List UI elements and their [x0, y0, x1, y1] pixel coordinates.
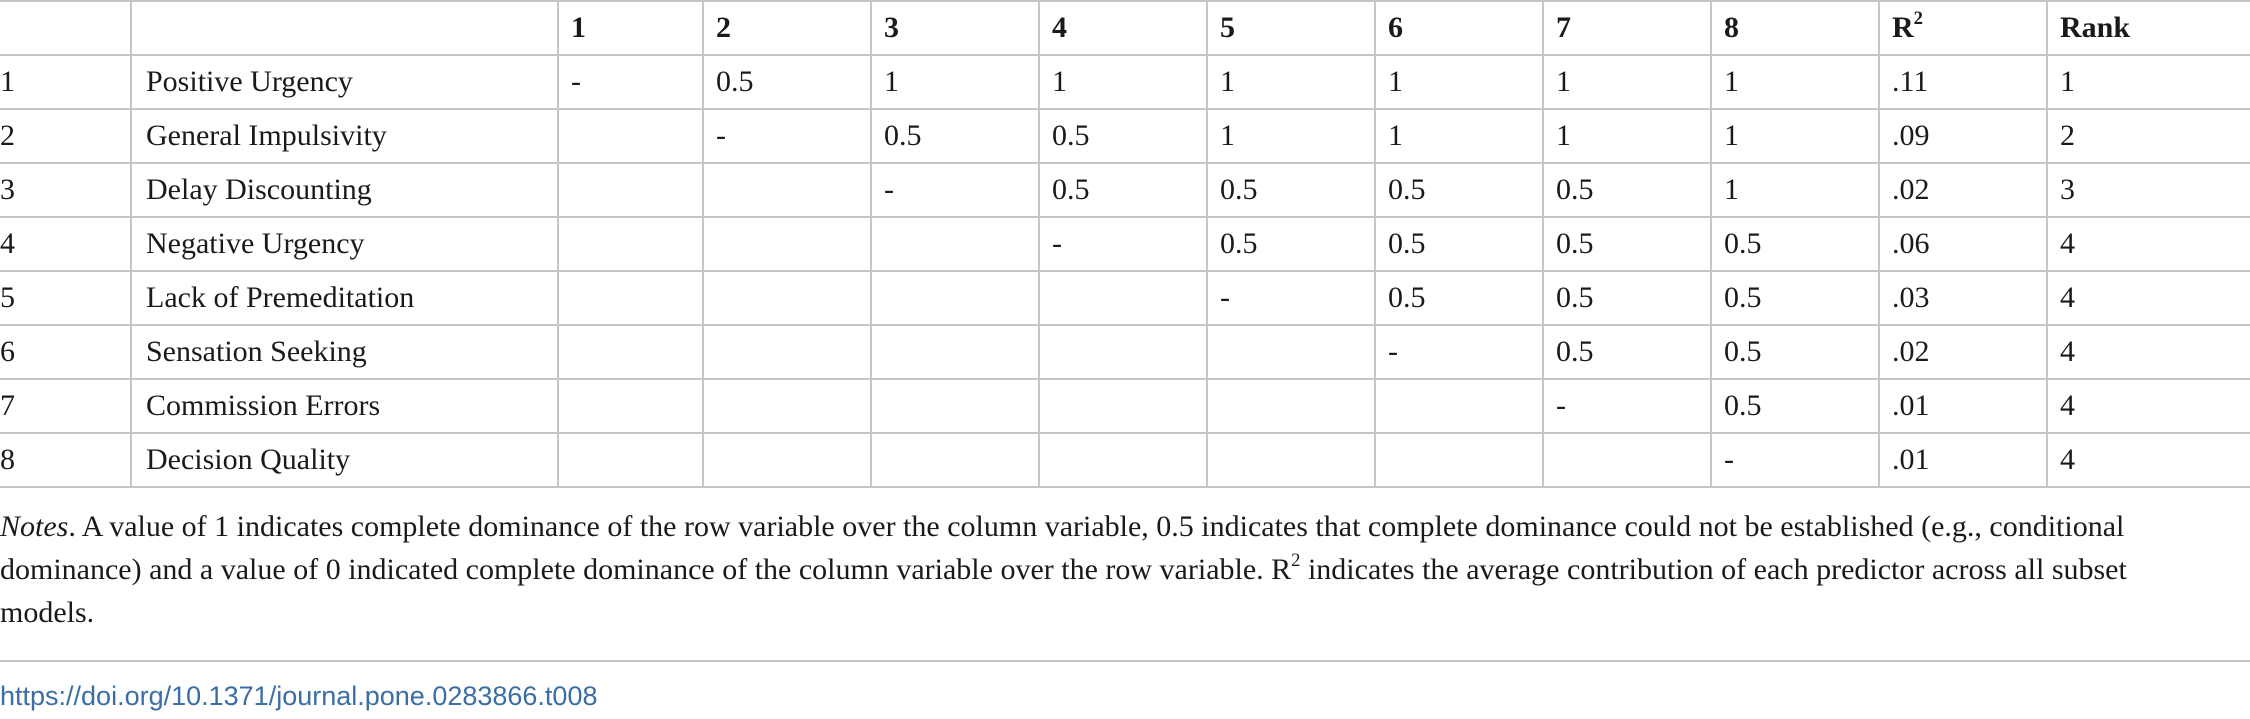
- header-cell: 1: [558, 1, 703, 55]
- footer-divider: [0, 660, 2250, 662]
- dominance-value-cell: 0.5: [1711, 325, 1879, 379]
- dominance-value-cell: 0.5: [1711, 217, 1879, 271]
- dominance-value-cell: 0.5: [703, 55, 871, 109]
- dominance-value-cell: -: [871, 163, 1039, 217]
- dominance-value-cell: 0.5: [1543, 217, 1711, 271]
- row-number-cell: 3: [0, 163, 131, 217]
- variable-name-cell: Commission Errors: [131, 379, 558, 433]
- dominance-value-cell: 0.5: [1543, 325, 1711, 379]
- row-number-cell: 2: [0, 109, 131, 163]
- r2-value-cell: .02: [1879, 325, 2047, 379]
- rank-cell: 4: [2047, 433, 2250, 487]
- r2-value-cell: .06: [1879, 217, 2047, 271]
- header-cell: 2: [703, 1, 871, 55]
- rank-cell: 4: [2047, 325, 2250, 379]
- rank-cell: 4: [2047, 379, 2250, 433]
- header-cell: 4: [1039, 1, 1207, 55]
- dominance-value-cell: [558, 109, 703, 163]
- dominance-value-cell: 1: [1375, 109, 1543, 163]
- r2-value-cell: .11: [1879, 55, 2047, 109]
- dominance-value-cell: 1: [871, 55, 1039, 109]
- dominance-value-cell: 1: [1711, 163, 1879, 217]
- variable-name-cell: Sensation Seeking: [131, 325, 558, 379]
- dominance-value-cell: 0.5: [1375, 271, 1543, 325]
- notes-text-2: indicates the average contribution of each predictor across all subset models.: [0, 553, 2127, 629]
- r2-value-cell: .03: [1879, 271, 2047, 325]
- dominance-value-cell: [558, 217, 703, 271]
- dominance-value-cell: [558, 271, 703, 325]
- dominance-value-cell: 0.5: [1207, 163, 1375, 217]
- dominance-value-cell: [1543, 433, 1711, 487]
- dominance-value-cell: -: [1375, 325, 1543, 379]
- notes-superscript: 2: [1291, 550, 1301, 572]
- dominance-value-cell: [558, 163, 703, 217]
- r2-label: R: [1892, 11, 1914, 44]
- variable-name-cell: Decision Quality: [131, 433, 558, 487]
- row-number-cell: 4: [0, 217, 131, 271]
- dominance-value-cell: [871, 217, 1039, 271]
- rank-cell: 4: [2047, 271, 2250, 325]
- dominance-value-cell: [1375, 379, 1543, 433]
- table-row: [0, 271, 2250, 325]
- dominance-value-cell: [1039, 379, 1207, 433]
- table-row: [0, 217, 2250, 271]
- dominance-value-cell: [558, 379, 703, 433]
- dominance-value-cell: [703, 433, 871, 487]
- notes-label: Notes: [0, 510, 69, 543]
- dominance-value-cell: 0.5: [1711, 271, 1879, 325]
- dominance-value-cell: -: [558, 55, 703, 109]
- table-row: [0, 55, 2250, 109]
- rank-cell: 2: [2047, 109, 2250, 163]
- dominance-value-cell: 1: [1711, 109, 1879, 163]
- row-number-cell: 6: [0, 325, 131, 379]
- table-row: [0, 433, 2250, 487]
- variable-name-cell: Lack of Premeditation: [131, 271, 558, 325]
- dominance-value-cell: 0.5: [1543, 163, 1711, 217]
- r2-value-cell: .01: [1879, 433, 2047, 487]
- dominance-value-cell: 1: [1543, 55, 1711, 109]
- header-cell: 3: [871, 1, 1039, 55]
- dominance-value-cell: [1375, 433, 1543, 487]
- dominance-value-cell: -: [1207, 271, 1375, 325]
- table-row: [0, 163, 2250, 217]
- r2-superscript: 2: [1913, 8, 1923, 30]
- table-row: [0, 325, 2250, 379]
- dominance-value-cell: [871, 325, 1039, 379]
- dominance-value-cell: 1: [1543, 109, 1711, 163]
- header-cell-r2: [1879, 1, 2047, 55]
- header-cell: Rank: [2047, 1, 2250, 55]
- dominance-value-cell: 0.5: [1039, 109, 1207, 163]
- dominance-value-cell: 0.5: [1543, 271, 1711, 325]
- header-cell: 7: [1543, 1, 1711, 55]
- dominance-value-cell: -: [1543, 379, 1711, 433]
- r2-value-cell: .09: [1879, 109, 2047, 163]
- dominance-value-cell: 0.5: [1207, 217, 1375, 271]
- dominance-value-cell: 1: [1207, 55, 1375, 109]
- dominance-value-cell: [1207, 325, 1375, 379]
- header-cell: 6: [1375, 1, 1543, 55]
- header-cell: [0, 1, 131, 55]
- dominance-value-cell: 1: [1039, 55, 1207, 109]
- dominance-value-cell: [1207, 379, 1375, 433]
- dominance-value-cell: [1207, 433, 1375, 487]
- table-row: [0, 379, 2250, 433]
- dominance-value-cell: [558, 433, 703, 487]
- dominance-value-cell: [703, 163, 871, 217]
- dominance-value-cell: -: [1039, 217, 1207, 271]
- rank-cell: 3: [2047, 163, 2250, 217]
- header-cell: 8: [1711, 1, 1879, 55]
- doi-link[interactable]: https://doi.org/10.1371/journal.pone.0283866.t008: [0, 681, 598, 711]
- dominance-value-cell: [871, 271, 1039, 325]
- r2-value-cell: .02: [1879, 163, 2047, 217]
- notes-text-1: . A value of 1 indicates complete dominance of the row variable over the column variable, 0.5 indicates that complete dominance could not be established (e.g., conditional dominance) and a value of 0 indicated complete dominance of the column variable over the row variable. R: [0, 510, 2125, 586]
- dominance-value-cell: 0.5: [871, 109, 1039, 163]
- dominance-value-cell: [703, 325, 871, 379]
- dominance-value-cell: 0.5: [1711, 379, 1879, 433]
- row-number-cell: 7: [0, 379, 131, 433]
- table-notes: [0, 505, 2225, 634]
- dominance-value-cell: 0.5: [1375, 163, 1543, 217]
- dominance-value-cell: [1039, 271, 1207, 325]
- variable-name-cell: Negative Urgency: [131, 217, 558, 271]
- dominance-value-cell: [871, 433, 1039, 487]
- variable-name-cell: Delay Discounting: [131, 163, 558, 217]
- dominance-value-cell: [703, 379, 871, 433]
- dominance-value-cell: 1: [1711, 55, 1879, 109]
- row-number-cell: 1: [0, 55, 131, 109]
- dominance-value-cell: 0.5: [1039, 163, 1207, 217]
- header-cell: 5: [1207, 1, 1375, 55]
- dominance-value-cell: -: [703, 109, 871, 163]
- header-row: [0, 1, 2250, 55]
- r2-value-cell: .01: [1879, 379, 2047, 433]
- dominance-value-cell: [1039, 325, 1207, 379]
- dominance-value-cell: [1039, 433, 1207, 487]
- table-row: [0, 109, 2250, 163]
- dominance-value-cell: [703, 217, 871, 271]
- dominance-value-cell: 1: [1207, 109, 1375, 163]
- dominance-value-cell: 1: [1375, 55, 1543, 109]
- variable-name-cell: Positive Urgency: [131, 55, 558, 109]
- header-cell: [131, 1, 558, 55]
- rank-cell: 1: [2047, 55, 2250, 109]
- rank-cell: 4: [2047, 217, 2250, 271]
- dominance-value-cell: [703, 271, 871, 325]
- dominance-value-cell: [558, 325, 703, 379]
- row-number-cell: 5: [0, 271, 131, 325]
- variable-name-cell: General Impulsivity: [131, 109, 558, 163]
- dominance-value-cell: -: [1711, 433, 1879, 487]
- dominance-value-cell: [871, 379, 1039, 433]
- row-number-cell: 8: [0, 433, 131, 487]
- dominance-value-cell: 0.5: [1375, 217, 1543, 271]
